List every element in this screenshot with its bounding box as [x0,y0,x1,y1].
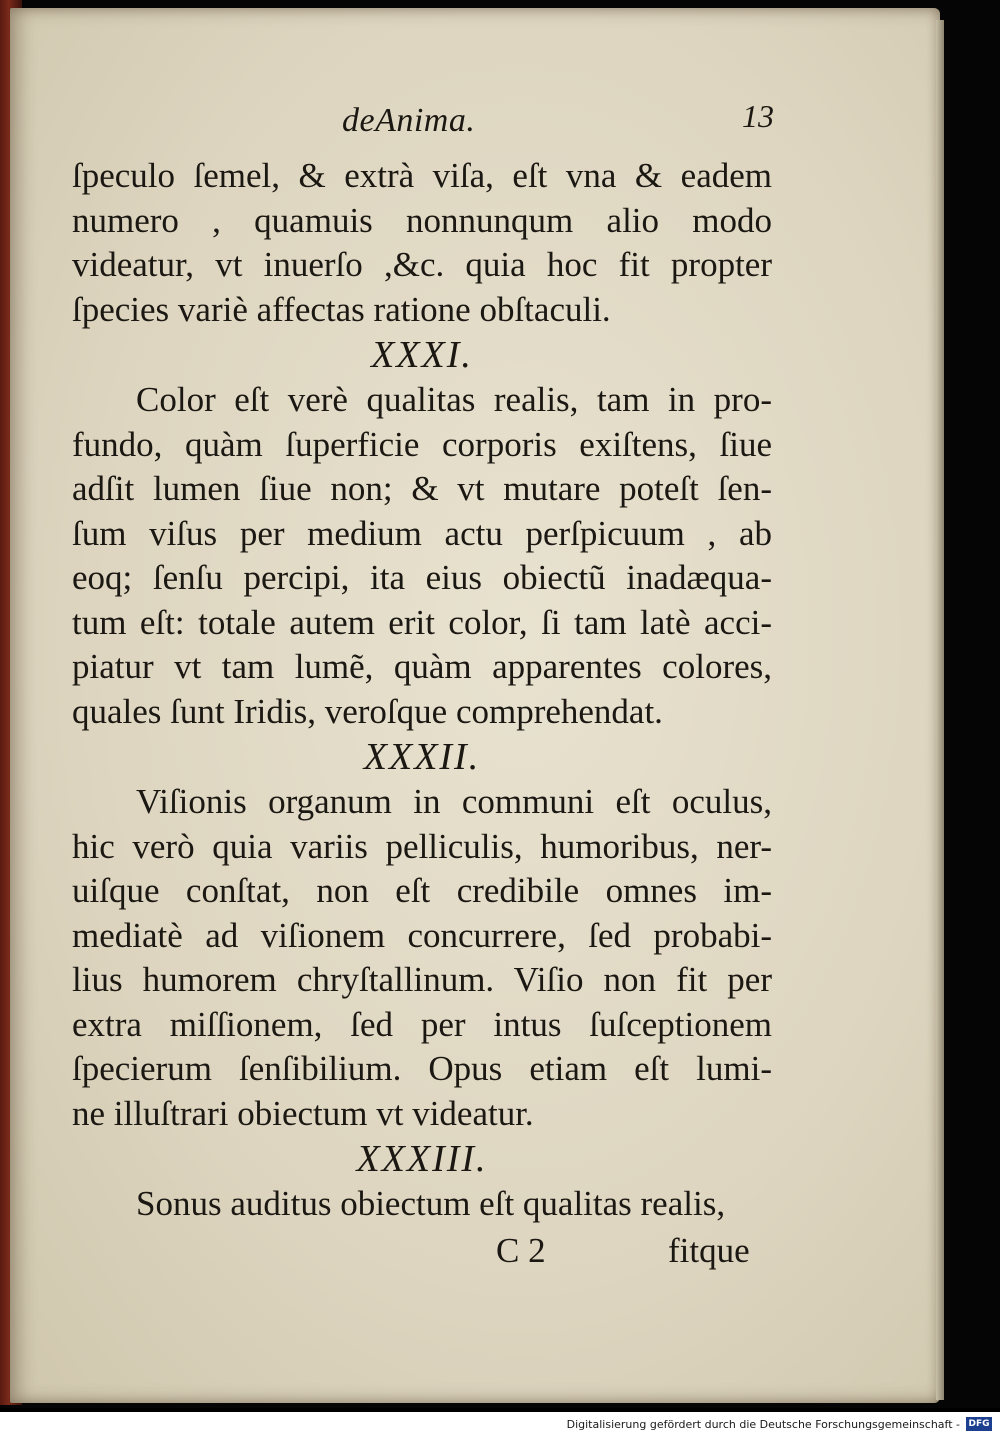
text-line: Viſionis organum in communi eſt oculus, [136,782,772,821]
text-line: uiſque conſtat, non eſt credibile omnes im- [72,871,772,910]
text-line: ſpecierum ſenſibilium. Opus etiam eſt lumi- [72,1049,772,1088]
text-line: Sonus auditus obiectum eſt qualitas realis, [136,1184,726,1223]
text-line: ſpeculo ſemel, & extrà viſa, eſt vna & eadem [72,156,772,195]
body-text [72,154,792,1227]
dfg-logo: DFG [966,1417,992,1431]
text-line: ſum viſus per medium actu perſpicuum , ab [72,513,772,553]
text-line: numero , quamuis nonnunqum alio modo [72,200,772,240]
text-line: mediatè ad viſionem concurrere, ſed probabi- [72,915,772,955]
running-head-title: deAnima. [342,102,476,139]
section-number: XXXII. [363,736,481,778]
page-number: 13 [742,98,774,134]
section-number: XXXIII. [356,1138,488,1180]
text-line: piatur vt tam lumẽ, quàm apparentes colores, [72,647,772,686]
running-head [72,98,792,154]
signature-line [72,1227,792,1275]
text-line: videatur, vt inuerſo ,&c. quia hoc fit propter [72,245,772,284]
text-line: hic verò quia variis pelliculis, humoribus, ner- [72,826,772,866]
text-line: lius humorem chryſtallinum. Viſio non fit per [72,960,772,999]
text-line: extra miſſionem, ſed per intus ſuſceptionem [72,1004,772,1044]
text-line: ſpecies variè affectas ratione obſtaculi. [72,289,611,329]
signature-mark: C 2 [496,1230,546,1270]
page-edge [936,20,944,1400]
text-line: Color eſt verè qualitas realis, tam in pro- [136,380,772,419]
text-line: adſit lumen ſiue non; & vt mutare poteſt ſen- [72,469,772,508]
text-line: tum eſt: totale autem erit color, ſi tam latè acci- [72,602,772,642]
attribution-bar [0,1412,1000,1440]
section-number: XXXI. [371,334,473,376]
book-page [10,8,940,1403]
text-line: ne illuſtrari obiectum vt videatur. [72,1093,534,1133]
text-block [72,98,792,1275]
attribution-text: Digitalisierung gefördert durch die Deutsche Forschungsgemeinschaft - [566,1418,960,1431]
text-line: eoq; ſenſu percipi, ita eius obiectũ inadæqua- [72,558,772,597]
text-line: quales ſunt Iridis, veroſque comprehendat. [72,691,663,731]
catchword: fitque [668,1230,750,1270]
text-line: fundo, quàm ſuperficie corporis exiſtens, ſiue [72,424,772,464]
